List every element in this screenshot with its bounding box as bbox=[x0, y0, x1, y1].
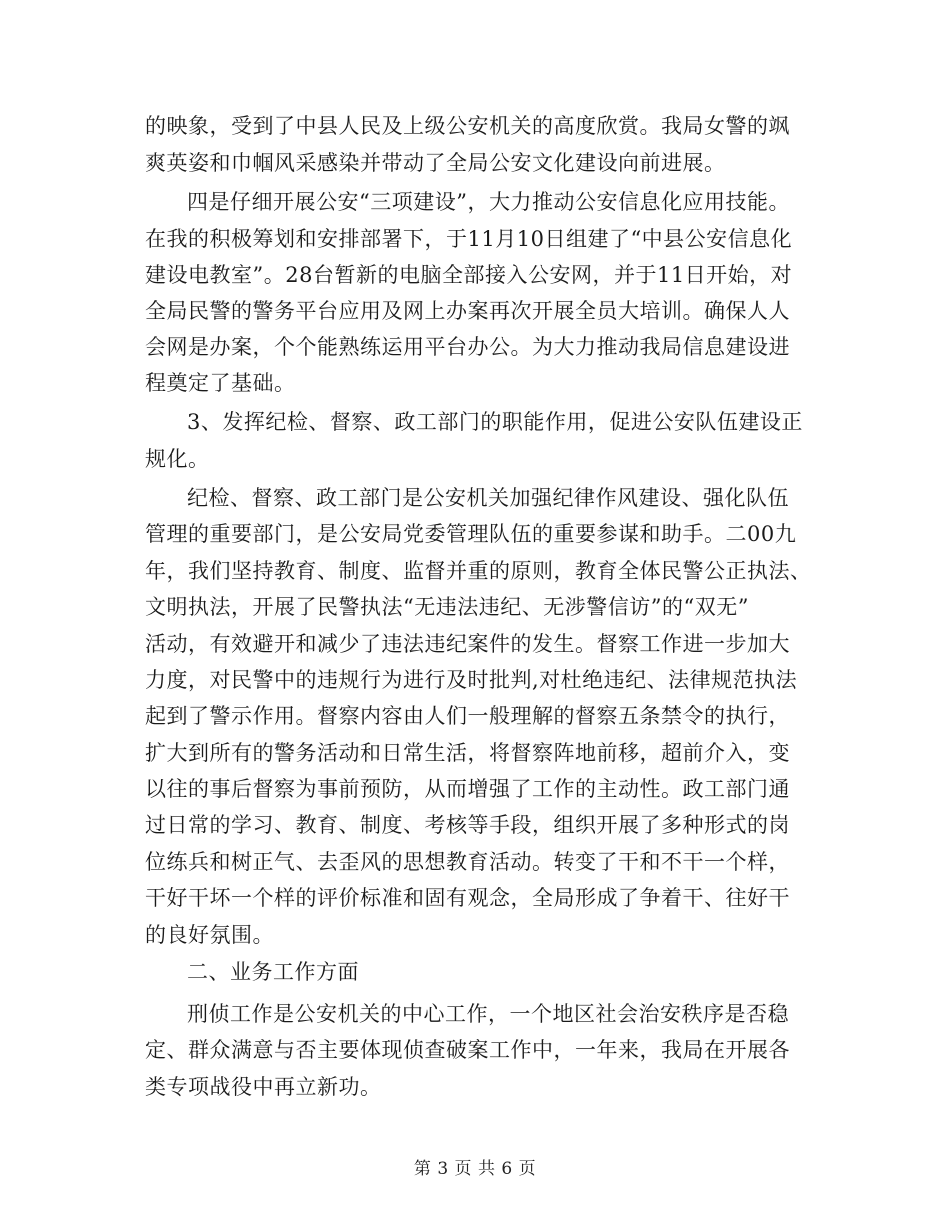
body-text-line: 全局民警的警务平台应用及网上办案再次开展全员大培训。确保人人 bbox=[145, 299, 790, 323]
body-text-line: 年，我们坚持教育、制度、监督并重的原则，教育全体民警公正执法、 bbox=[145, 559, 812, 583]
body-text-line: 会网是办案，个个能熟练运用平台办公。为大力推动我局信息建设进 bbox=[145, 335, 790, 359]
section-heading: 规化。 bbox=[145, 447, 210, 471]
body-text-line: 位练兵和树正气、去歪风的思想教育活动。转变了干和不干一个样， bbox=[145, 850, 790, 874]
section-heading: 3、发挥纪检、督察、政工部门的职能作用，促进公安队伍建设正 bbox=[187, 410, 803, 434]
body-text-line: 建设电教室”。28台暂新的电脑全部接入公安网，并于11日开始，对 bbox=[145, 263, 793, 287]
page-number-footer: 第 3 页 共 6 页 bbox=[413, 1159, 537, 1179]
body-text-line: 起到了警示作用。督察内容由人们一般理解的督察五条禁令的执行， bbox=[145, 704, 790, 728]
body-text-line: 的映象，受到了中县人民及上级公安机关的高度欣赏。我局女警的飒 bbox=[145, 114, 790, 138]
body-text-line: 力度，对民警中的违规行为进行及时批判,对杜绝违纪、法律规范执法 bbox=[145, 668, 798, 692]
body-text-line: 管理的重要部门，是公安局党委管理队伍的重要参谋和助手。二00九 bbox=[145, 522, 797, 546]
body-text-line: 在我的积极筹划和安排部署下，于11月10日组建了“中县公安信息化 bbox=[145, 227, 793, 251]
body-text-line: 类专项战役中再立新功。 bbox=[145, 1075, 382, 1099]
body-text-line: 刑侦工作是公安机关的中心工作，一个地区社会治安秩序是否稳 bbox=[187, 1002, 789, 1026]
body-text-line: 四是仔细开展公安“三项建设”，大力推动公安信息化应用技能。 bbox=[187, 190, 790, 214]
body-text-line: 纪检、督察、政工部门是公安机关加强纪律作风建设、强化队伍 bbox=[187, 486, 789, 510]
body-text-line: 干好干坏一个样的评价标准和固有观念，全局形成了争着干、往好干 bbox=[145, 886, 790, 910]
body-text-line: 的良好氛围。 bbox=[145, 923, 274, 947]
body-text-line: 过日常的学习、教育、制度、考核等手段，组织开展了多种形式的岗 bbox=[145, 813, 790, 837]
body-text-line: 爽英姿和巾帼风采感染并带动了全局公安文化建设向前进展。 bbox=[145, 151, 726, 175]
body-text-line: 扩大到所有的警务活动和日常生活，将督察阵地前移，超前介入，变 bbox=[145, 741, 790, 765]
body-text-line: 定、群众满意与否主要体现侦查破案工作中，一年来，我局在开展各 bbox=[145, 1038, 790, 1062]
body-text-line: 文明执法，开展了民警执法“无违法违纪、无涉警信访”的“双无” bbox=[145, 595, 749, 619]
body-text-line: 活动，有效避开和减少了违法违纪案件的发生。督察工作进一步加大 bbox=[145, 632, 790, 656]
body-text-line: 程奠定了基础。 bbox=[145, 371, 296, 395]
body-text-line: 以往的事后督察为事前预防，从而增强了工作的主动性。政工部门通 bbox=[145, 777, 790, 801]
section-heading: 二、业务工作方面 bbox=[187, 960, 359, 984]
